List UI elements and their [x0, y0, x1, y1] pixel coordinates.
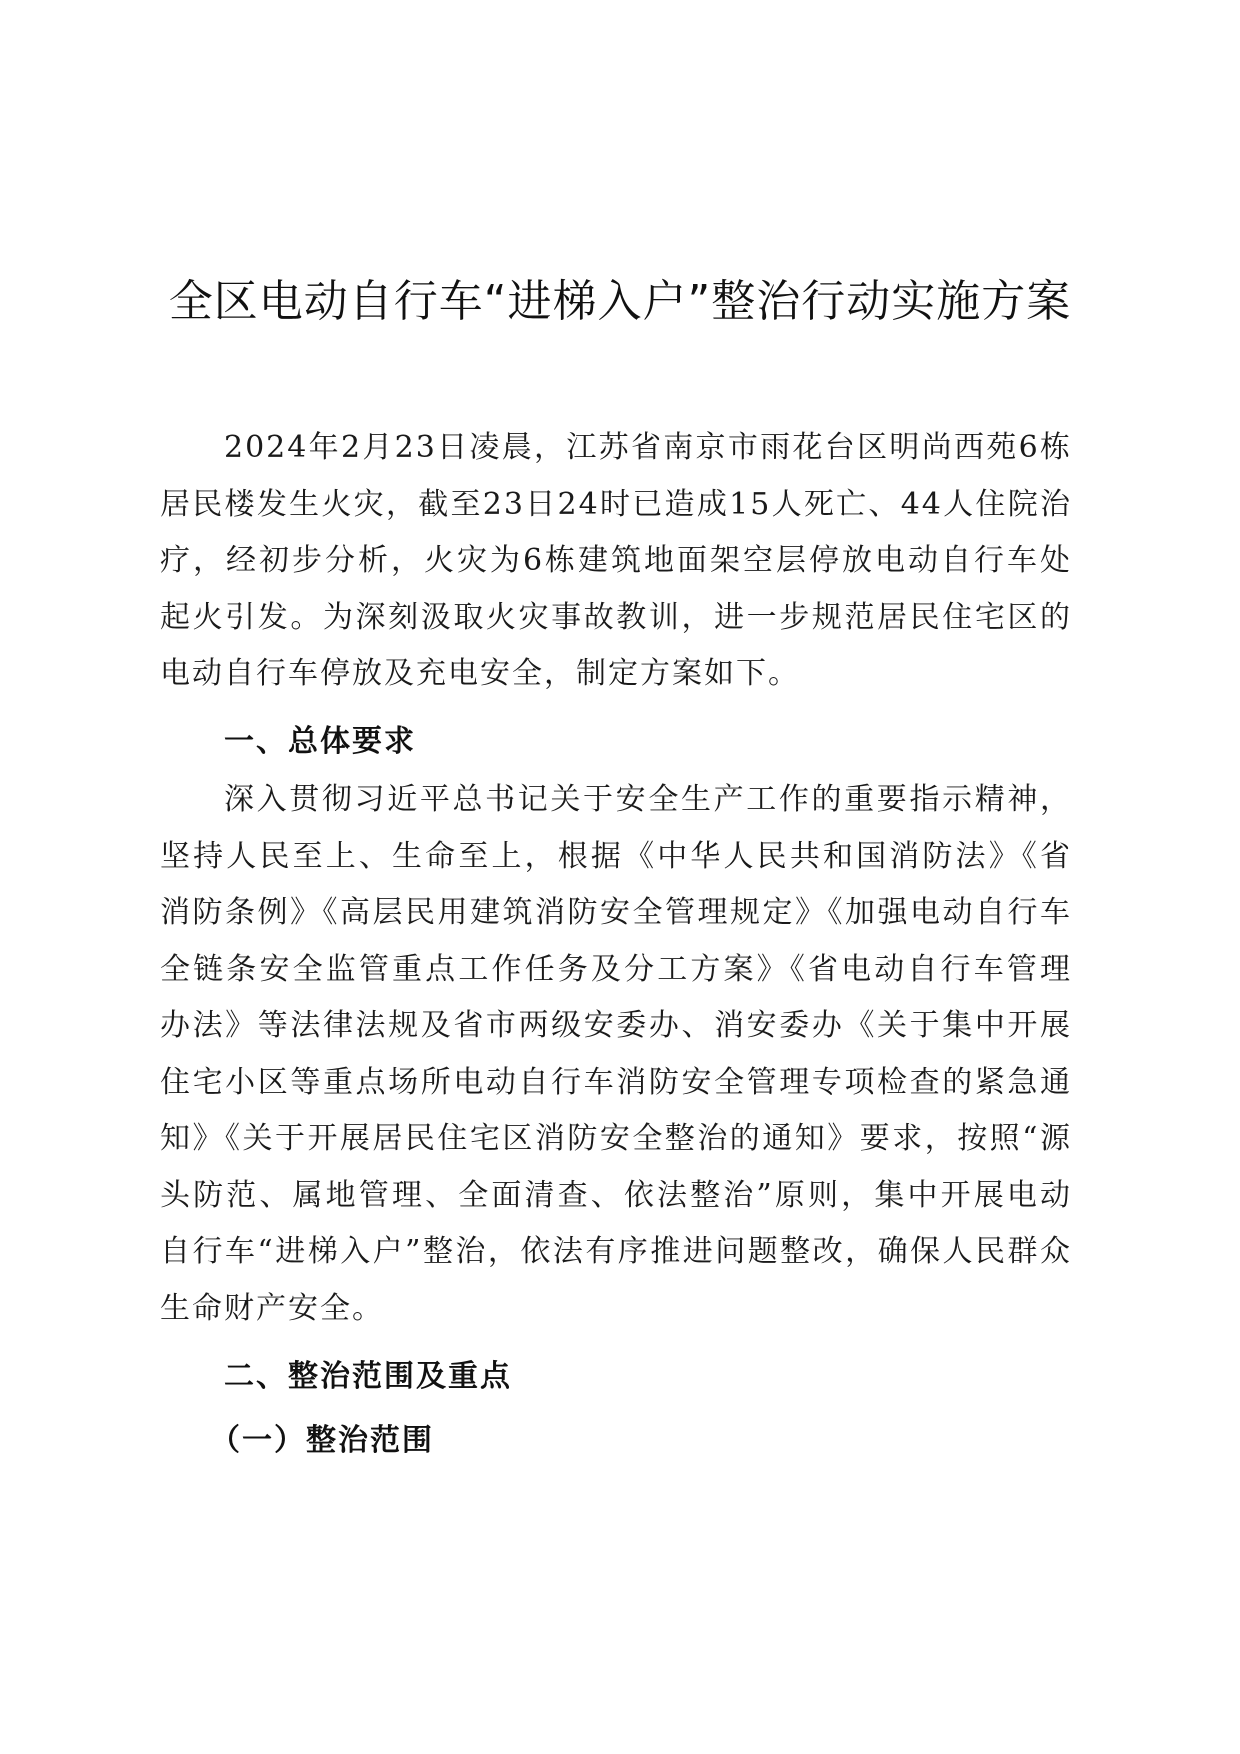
requirements-paragraph: 深入贯彻习近平总书记关于安全生产工作的重要指示精神，坚持人民至上、生命至上，根据《中华人民共和国消防法》《省消防条例》《高层民用建筑消防安全管理规定》《加强电动自行车全链条安全监管重点工作任务及分工方案》《省电动自行车管理办法》等法律法规及省市两级安委办、消安委办《关于集中开展住宅小区等重点场所电动自行车消防安全管理专项检查的紧急通知》《关于开展居民住宅区消防安全整治的通知》要求，按照“源头防范、属地管理、全面清查、依法整治”原则，集中开展电动自行车“进梯入户”整治，依法有序推进问题整改，确保人民群众生命财产安全。 — [160, 782, 1072, 1326]
intro-paragraph: 2024年2月23日凌晨，江苏省南京市雨花台区明尚西苑6栋居民楼发生火灾，截至23日24时已造成15人死亡、44人住院治疗，经初步分析，火灾为6栋建筑地面架空层停放电动自行车处起火引发。为深刻汲取火灾事故教训，进一步规范居民住宅区的电动自行车停放及充电安全，制定方案如下。 — [160, 430, 1072, 691]
subsection-heading-scope: （一）整治范围 — [210, 1423, 434, 1458]
section-heading-scope-and-focus: 二、整治范围及重点 — [224, 1359, 512, 1394]
section-heading-general-requirements: 一、总体要求 — [224, 724, 416, 759]
document-title: 全区电动自行车“进梯入户”整治行动实施方案 — [168, 276, 1072, 327]
